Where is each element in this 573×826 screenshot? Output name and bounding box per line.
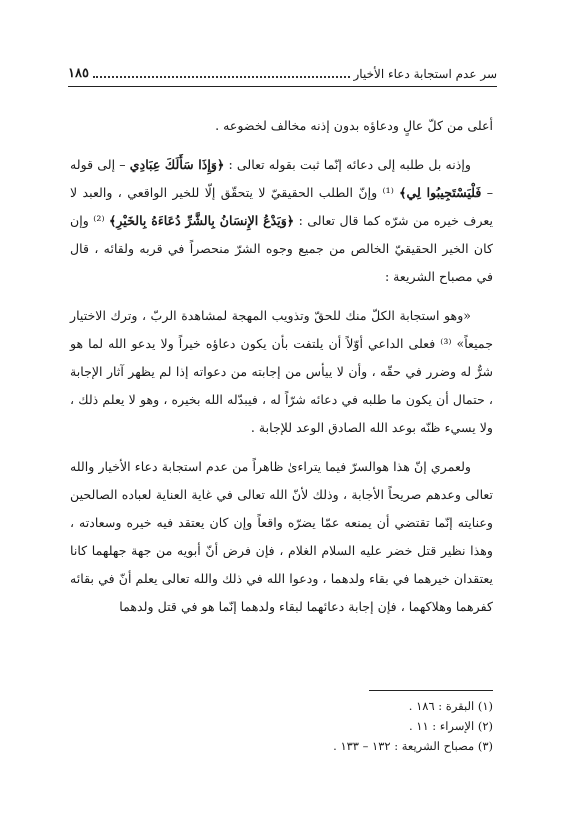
paragraph-1: أعلى من كلّ عالٍ ودعاؤه بدون إذنه مخالف لخضوعه . xyxy=(215,118,493,133)
p2-text-d: ⁽²⁾ وإن كان الخير الحقيقيّ الخالص من جميع وجوه الشرّ منحصراً في قربه ولقائه ، قال في مصباح الشريعة : xyxy=(70,213,493,284)
quran-quote-2: فَلْيَسْتَجِيبُوا لِي﴾ xyxy=(399,185,482,200)
running-title: سر عدم استجابة دعاء الأخيار xyxy=(353,67,497,81)
quran-quote-3: ﴿وَيَدْعُ الإِنسَانُ بِالشَّرِّ دُعَاءَهُ بِالخَيْرِ﴾ xyxy=(108,213,295,228)
p2-text-a: وإذنه بل طلبه إلى دعائه إنّما ثبت بقوله تعالى : xyxy=(224,157,471,172)
running-header xyxy=(68,62,497,84)
p2-text-b: – إلى قوله – xyxy=(70,157,493,200)
paragraph-3: «وهو استجابة الكلّ منك للحقّ وتذويب المهجة لمشاهدة الربّ ، وترك الاختيار جميعاً» ⁽³⁾ فعلى الداعي أوّلاً أن يلتفت بأن يكون دعاؤه خيراً ولا يدعو الله لما هو شرٌّ له وضرر في حقّه ، وأن لا ييأس من إجابته من دعواته إذا لم يظهر آثار الإجابة ، حتمال أن يكون ما طلبه في دعائه شرّاً له ، فيبدّله الله بخيره ، وهو لا يعلم ذلك ، ولا يسيء ظنّه بوعد الله الصادق الوعد للإجابة . xyxy=(70,308,493,435)
footnotes xyxy=(73,696,493,756)
footnote-2: (٢) الإسراء : ١١ . xyxy=(408,719,493,733)
paragraph-4: ولعمري إنّ هذا هوالسرّ فيما يتراءىٰ ظاهراً من عدم استجابة دعاء الأخيار والله تعالى وعدهم صريحاً الأجابة ، وذلك لأنّ الله تعالى في غاية العناية لعباده الصالحين وعنايته إنّما تقتضي أن يمنعه عمّا يضرّه واقعاً وإن كان يعتقد فيه خيره وسعادته ، وهذا نظير قتل خضر عليه السلام الغلام ، فإن فرض أنّ أبويه من جهة جهلهما كانا يعتقدان خيرهما في بقاء ولدهما ، ودعوا الله في ذلك والله تعالى يعلم أنّ في بقائه كفرهما وهلاكهما ، فإن إجابة دعائهما لبقاء ولدهما إنّما هو في قتل ولدهما xyxy=(70,459,493,614)
paragraph-2 xyxy=(70,151,493,291)
page-number: ١٨٥ xyxy=(68,66,89,81)
p2-text-c: ⁽¹⁾ وإنّ الطلب الحقيقيّ لا يتحقّق إلّا للخير الواقعي ، والعبد لا يعرف خيره من شرّه كما قال تعالى : xyxy=(70,185,493,228)
header-rule xyxy=(68,86,497,87)
page-body xyxy=(70,112,493,632)
footnote-3: (٣) مصباح الشريعة : ١٣٢ – ١٣٣ . xyxy=(333,739,493,753)
footnote-1: (١) البقرة : ١٨٦ . xyxy=(408,699,493,713)
quran-quote-1: ﴿وَإِذَا سَأَلَكَ عِبَادِي xyxy=(129,157,225,172)
footnote-rule xyxy=(369,690,493,691)
dotted-leader xyxy=(93,76,350,78)
